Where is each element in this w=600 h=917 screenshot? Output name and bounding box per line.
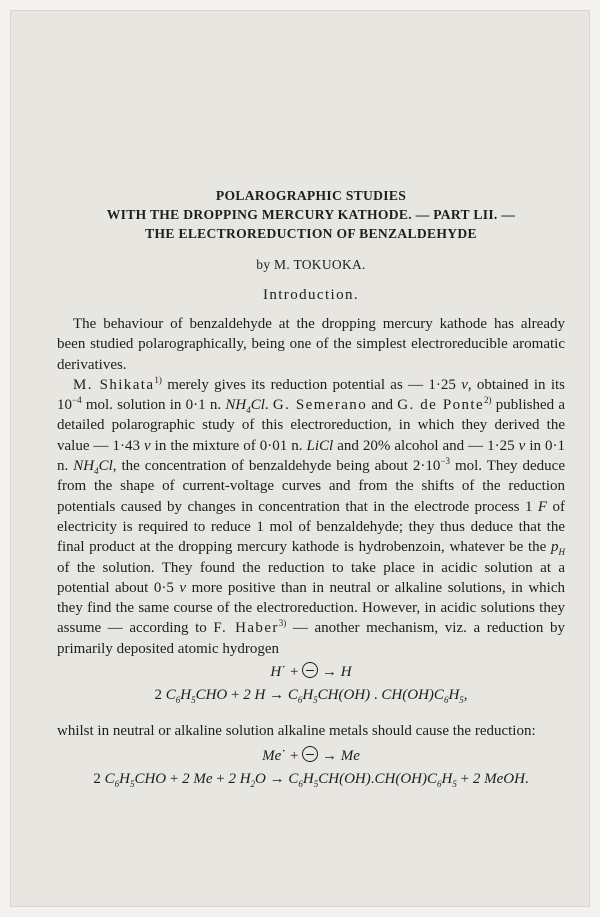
electron-symbol (302, 662, 318, 678)
paragraph-3: whilst in neutral or alkaline solution alkaline metals should cause the reduction: (57, 723, 536, 740)
title-line-1: POLAROGRAPHIC STUDIES (215, 188, 407, 203)
formula-nh4cl: $NH_4Cl$ (225, 397, 265, 416)
paper-content (57, 186, 565, 791)
paper-page (10, 10, 590, 907)
formula-licl: LiCl (306, 437, 334, 454)
author-haber: F. Haber (213, 620, 279, 637)
equation-benzaldehyde-h: 2 $C_6H_5CHO + 2$ $H \to C_6H_5CH(OH)$ . $CH(OH)C_6H_5$, (154, 687, 468, 706)
section-heading-introduction: Introduction. (262, 287, 360, 303)
title-line-2: WITH THE DROPPING MERCURY KATHODE. — PART LII. — (106, 207, 516, 222)
electron-symbol (302, 746, 318, 762)
ref-1: 1) (154, 374, 162, 385)
equation-hydrogen-deposition: H˙ + → H (270, 664, 352, 681)
equation-block-acidic (57, 661, 565, 707)
ref-2: 2) (484, 395, 492, 406)
paragraph-2: M. Shikata$^{1)}$ merely gives its reduction potential as — 1·25 v, obtained in its $10^{-4}$ mol. solution in 0·1 n. $NH_4Cl$. G. Semerano and G. de Ponte$^{2)}$ published a detailed polarographic study of this electroreduction, in which they derived the value — 1·43 v in the mixture of 0·01 n. LiCl and 20% alcohol and — 1·25 v in 0·1 n. $NH_4Cl$, the concentration of benzaldehyde being about $2\cdot 10^{-3}$ mol. They deduce from the shape of current-voltage curves and from the shifts of the reduction potentials caused by changes in concentration that in the electrode process 1 F of electricity is required to reduce 1 mol of benzaldehyde; they thus deduce that the final product at the dropping mercury kathode is hydrobenzoin, whatever be the $p_H$ of the solution. They found the reduction to take place in acidic solution at a potential about 0·5 v more positive than in neutral or alkaline solutions, in which they find the same course of the electroreduction. However, in acidic solutions they assume — according to F. Haber$^{3)}$ — another mechanism, viz. a reduction by primarily deposited atomic hydrogen (57, 374, 566, 657)
formula-nh4cl-2: $NH_4Cl$ (73, 458, 113, 477)
author-de-ponte: G. de Ponte (397, 397, 485, 414)
author-byline: by M. TOKUOKA. (256, 257, 366, 272)
paper-title (57, 186, 565, 243)
title-line-3: THE ELECTROREDUCTION OF BENZALDEHYDE (145, 226, 477, 241)
equation-metal-deposition: Me˙ + → Me (262, 748, 360, 765)
equation-benzaldehyde-me: 2 $C_6H_5CHO + 2$ Me + 2 $H_2O \to C_6H_5CH(OH).CH(OH)C_6H_5 + 2$ MeOH. (93, 771, 529, 790)
author-semerano: G. Semerano (272, 397, 368, 414)
ph-symbol: $p_H$ (551, 539, 565, 558)
paragraph-1: The behaviour of benzaldehyde at the dropping mercury kathode has already been studied polarographically, being one of the simplest electroreducible aromatic derivatives. (57, 316, 565, 373)
author-shikata: M. Shikata (73, 376, 155, 393)
equation-block-alkaline (57, 745, 565, 791)
ref-3: 3) (278, 618, 287, 629)
